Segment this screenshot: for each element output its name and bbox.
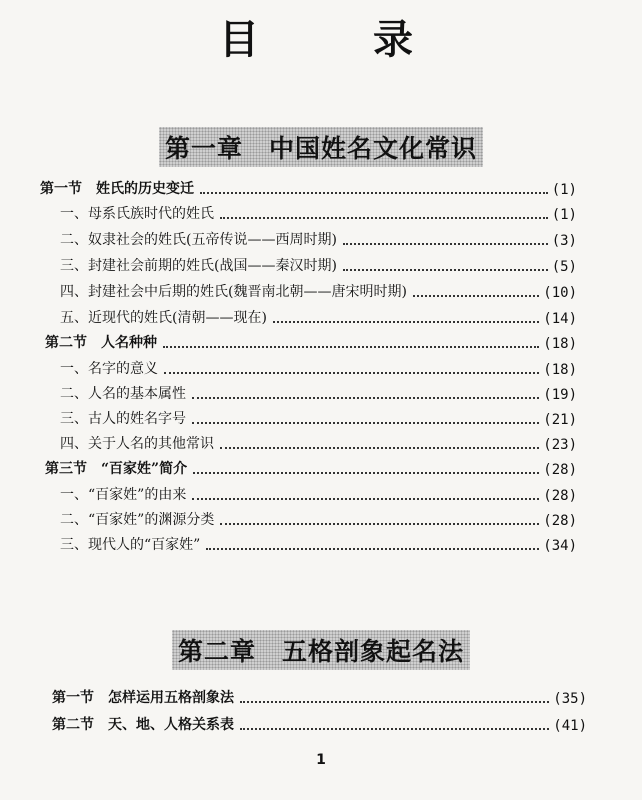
page-ref: (28): [543, 488, 577, 504]
toc-section[interactable]: [45, 330, 577, 352]
toc-item[interactable]: [60, 201, 577, 223]
item-title: 三、古人的姓名字号: [60, 411, 186, 427]
toc-item[interactable]: [60, 381, 577, 403]
page-ref: (21): [543, 412, 577, 428]
toc-section[interactable]: [40, 176, 577, 198]
toc-section[interactable]: [52, 685, 587, 707]
section-number: 第一节: [40, 181, 82, 197]
page-ref: (28): [543, 513, 577, 529]
leader-dots: [206, 547, 539, 550]
section-title: 姓氏的历史变迁: [96, 181, 194, 197]
leader-dots: [220, 216, 548, 219]
toc-item[interactable]: [60, 279, 577, 301]
page-ref: (23): [543, 437, 577, 453]
page-ref: (5): [551, 259, 577, 275]
leader-dots: [343, 242, 548, 245]
leader-dots: [200, 191, 548, 194]
chapter-1-heading: [0, 127, 642, 167]
item-title: 一、母系氏族时代的姓氏: [60, 206, 214, 222]
leader-dots: [192, 497, 539, 500]
leader-dots: [164, 371, 539, 374]
leader-dots: [193, 471, 539, 474]
toc-section[interactable]: [52, 712, 587, 734]
toc-section[interactable]: [45, 456, 577, 478]
section-title: 天、地、人格关系表: [108, 717, 234, 733]
document-title: 目 录: [219, 17, 463, 63]
leader-dots: [343, 268, 548, 271]
section-number: 第二节: [45, 335, 87, 351]
page-ref: (3): [551, 233, 577, 249]
leader-dots: [413, 294, 539, 297]
section-number: 第一节: [52, 690, 94, 706]
leader-dots: [220, 522, 539, 525]
page-ref: (1): [551, 207, 577, 223]
section-title: 怎样运用五格剖象法: [108, 690, 234, 706]
item-title: 二、“百家姓”的渊源分类: [60, 512, 215, 528]
toc-item[interactable]: [60, 227, 577, 249]
page-ref: (35): [553, 691, 587, 707]
toc-item[interactable]: [60, 305, 577, 327]
page-ref: (10): [543, 285, 577, 301]
item-title: 四、关于人名的其他常识: [60, 436, 214, 452]
leader-dots: [163, 345, 539, 348]
toc-item[interactable]: [60, 482, 577, 504]
item-title: 二、奴隶社会的姓氏(五帝传说——西周时期): [60, 232, 337, 248]
item-title: 二、人名的基本属性: [60, 386, 186, 402]
page-number: 1: [316, 752, 326, 768]
toc-item[interactable]: [60, 253, 577, 275]
leader-dots: [192, 396, 539, 399]
chapter-title: 第二章 五格剖象起名法: [172, 630, 470, 670]
item-title: 三、封建社会前期的姓氏(战国——秦汉时期): [60, 258, 337, 274]
toc-item[interactable]: [60, 532, 577, 554]
page-ref: (41): [553, 718, 587, 734]
item-title: 五、近现代的姓氏(清朝——现在): [60, 310, 267, 326]
section-title: “百家姓”简介: [101, 461, 188, 477]
page-ref: (18): [543, 362, 577, 378]
item-title: 四、封建社会中后期的姓氏(魏晋南北朝——唐宋明时期): [60, 284, 407, 300]
section-number: 第二节: [52, 717, 94, 733]
leader-dots: [192, 421, 539, 424]
page-ref: (19): [543, 387, 577, 403]
toc-item[interactable]: [60, 507, 577, 529]
page-ref: (34): [543, 538, 577, 554]
chapter-title: 第一章 中国姓名文化常识: [159, 127, 483, 167]
page-ref: (1): [551, 182, 577, 198]
page-ref: (28): [543, 462, 577, 478]
chapter-2-heading: [0, 630, 642, 670]
item-title: 三、现代人的“百家姓”: [60, 537, 201, 553]
item-title: 一、名字的意义: [60, 361, 158, 377]
leader-dots: [273, 320, 539, 323]
item-title: 一、“百家姓”的由来: [60, 487, 187, 503]
page-ref: (14): [543, 311, 577, 327]
leader-dots: [220, 446, 539, 449]
section-title: 人名种种: [101, 335, 157, 351]
toc-item[interactable]: [60, 431, 577, 453]
leader-dots: [240, 700, 549, 703]
section-number: 第三节: [45, 461, 87, 477]
toc-item[interactable]: [60, 406, 577, 428]
leader-dots: [240, 727, 549, 730]
toc-item[interactable]: [60, 356, 577, 378]
page-ref: (18): [543, 336, 577, 352]
